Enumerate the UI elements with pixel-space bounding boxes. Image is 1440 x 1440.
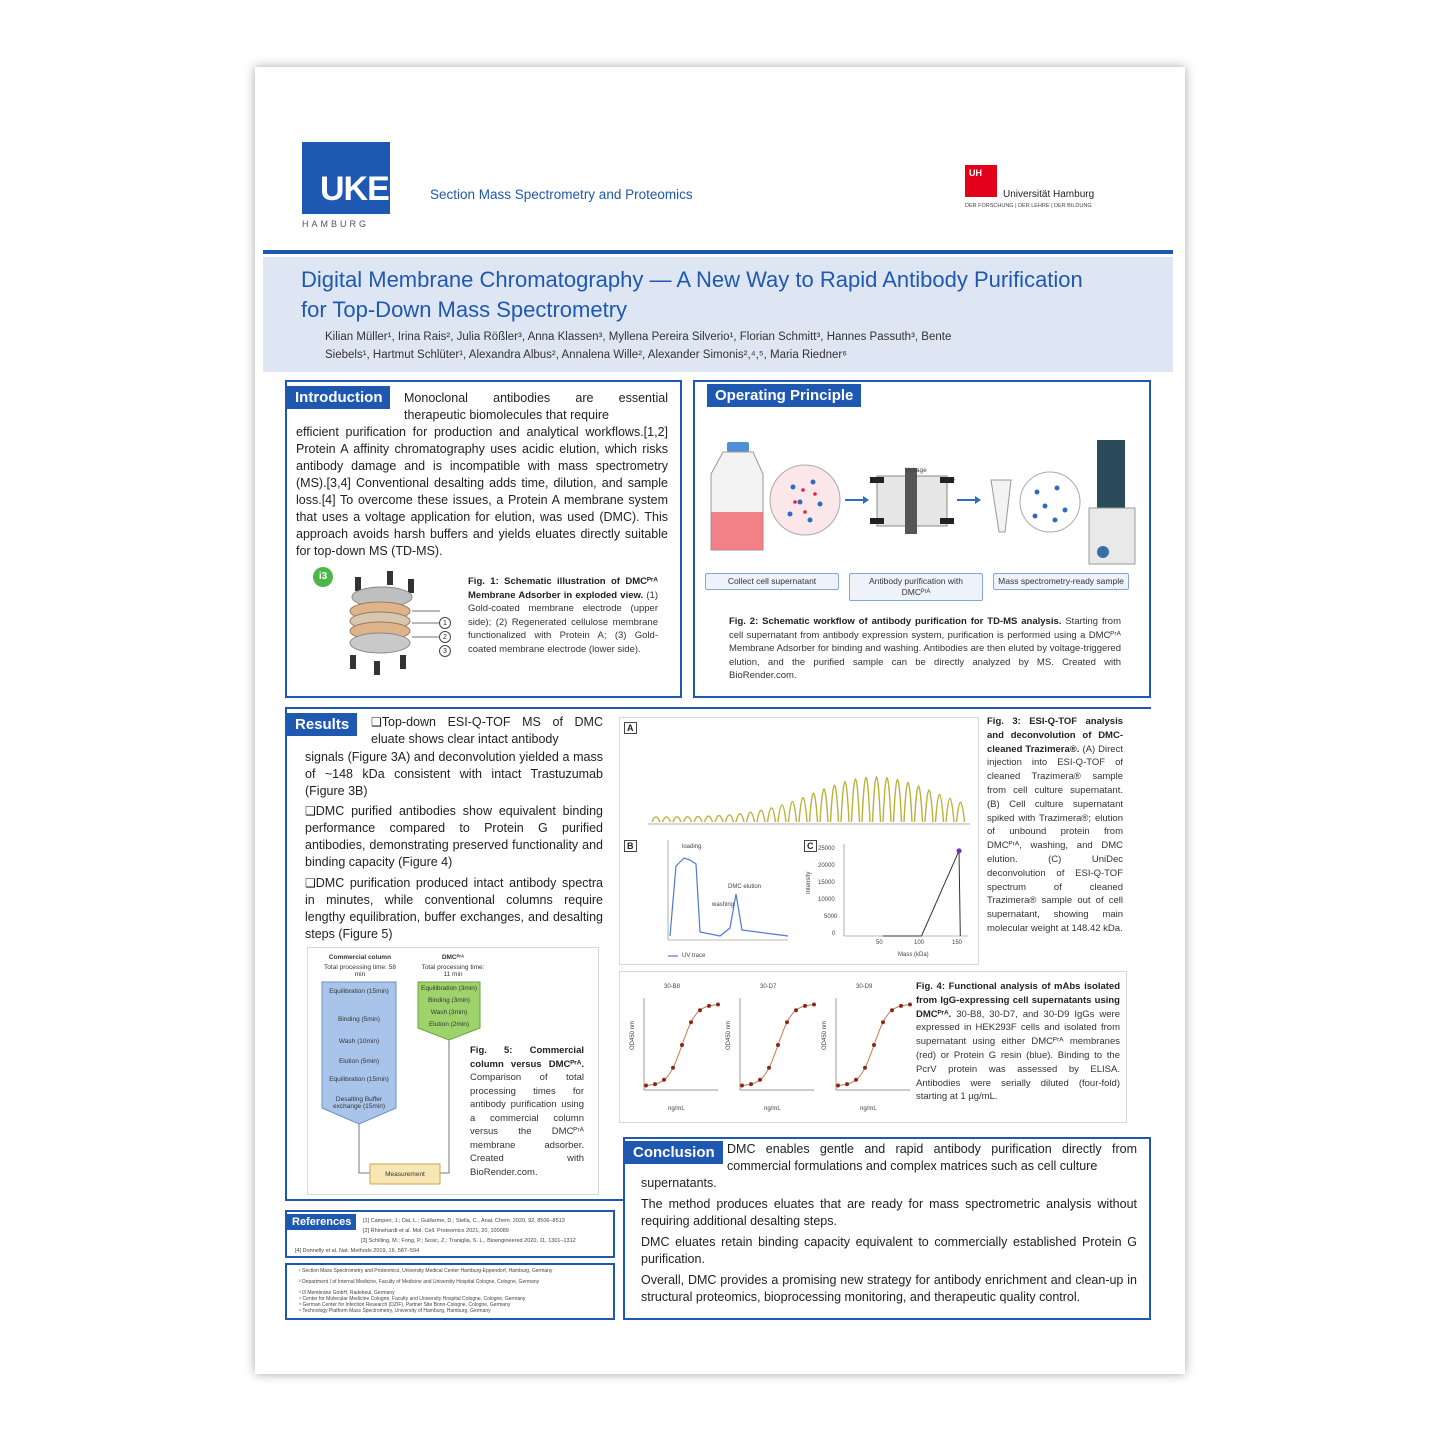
step-purification: Antibody purification with DMCᴾʳᴬ <box>849 573 983 601</box>
fig4-elisa-plot <box>830 994 914 1104</box>
fig3b-chromatogram <box>660 836 790 960</box>
conclusion-p4: Overall, DMC provides a promising new strategy for antibody enrichment and clean-up in structural proteomics, bioprocessing monitoring, and therapeutic quality control. <box>641 1273 1137 1304</box>
fig5-col2-step-1: Equilibration (3min) <box>421 985 477 992</box>
poster-title-line1: Digital Membrane Chromatography — A New Way to Rapid Antibody Purification <box>301 267 1083 292</box>
spectrum-peak <box>852 779 860 822</box>
fig4-data-point <box>845 1082 849 1086</box>
fig3c-xtick-3: 150 <box>952 940 963 946</box>
fig4-data-point <box>662 1078 666 1082</box>
spectrum-peak <box>789 801 797 822</box>
fig3c-xtick-1: 50 <box>876 940 883 946</box>
spectrum-peak <box>915 786 923 822</box>
fig5-caption-title: Fig. 5: Commercial column versus DMCᴾʳᴬ. <box>470 1045 584 1070</box>
spectrum-peak <box>831 785 839 822</box>
reference-1: [1] Camperi, J.; Dai, L.; Guillarme, D.; Stella, C., Anal. Chem. 2020, 92, 8506–8513 <box>363 1218 565 1224</box>
fig2-caption-title: Fig. 2: Schematic workflow of antibody purification for TD-MS analysis. <box>729 616 1062 627</box>
uhh-tagline: DER FORSCHUNG | DER LEHRE | DER BILDUNG <box>965 203 1092 209</box>
conclusion-p3: DMC eluates retain binding capacity equivalent to commercially established Protein G purification. <box>641 1235 1137 1266</box>
fig4-plot-ylabel: OD450 nm <box>726 1020 732 1050</box>
fig4-elisa-plot <box>734 994 818 1104</box>
fig4-data-point <box>653 1082 657 1086</box>
fig4-plot-ylabel: OD450 nm <box>822 1020 828 1050</box>
fig3b-washing-label: washing <box>712 902 735 908</box>
reference-2: [2] Rhinehardt et al. Mol. Cell. Proteomics 2021, 20, 100089 <box>363 1228 509 1234</box>
affiliation-2: ² Department I of Internal Medicine, Faculty of Medicine and University Hospital Cologne, Cologne, Germany <box>299 1279 540 1285</box>
fig3c-ytick-4: 10000 <box>818 897 835 903</box>
marker-3 <box>439 645 451 657</box>
fig3c-ytick-2: 20000 <box>818 863 835 869</box>
spectrum-peak <box>778 805 786 822</box>
authors-line2: Siebels¹, Hartmut Schlüter¹, Alexandra Albus², Annalena Wille², Alexander Simonis²,⁴,⁵, Maria Riedner⁶ <box>325 349 847 361</box>
uke-logo-text: UKE <box>320 170 389 208</box>
references-box <box>285 1210 615 1258</box>
affiliation-3: ³ i3 Membrane GmbH, Radebeul, Germany <box>299 1290 395 1296</box>
fig3c-deconvolution <box>840 842 970 942</box>
fig5-col2-step-2: Binding (3min) <box>428 997 470 1004</box>
fig5-col2-sub: Total processing time: 11 min <box>421 964 485 978</box>
fig4-data-point <box>749 1082 753 1086</box>
fig4-data-point <box>716 1003 720 1007</box>
fig3b-elution-label: DMC elution <box>728 884 762 890</box>
spectrum-peak <box>883 778 891 822</box>
step-collect: Collect cell supernatant <box>705 573 839 590</box>
deconvolution-peak-marker <box>957 848 962 853</box>
fig5-caption-text: Comparison of total processing times for antibody purification using a commercial column versus the DMCᴾʳᴬ membrane adsorber. Created with BioRender.com. <box>470 1072 584 1178</box>
fig5-col1-step-6: Desalting Buffer exchange (15min) <box>332 1096 386 1110</box>
fig3c-ytick-5: 5000 <box>824 914 838 920</box>
fig5-col1-step-4: Elution (5min) <box>338 1058 380 1065</box>
fig4-caption-title: Fig. 4: Functional analysis of mAbs isolated from IgG-expressing cell supernatants using DMCᴾʳᴬ. <box>916 981 1120 1020</box>
uhh-logo <box>965 165 997 197</box>
header-rule <box>263 250 1173 254</box>
fig5-col1-sub: Total processing time: 58 min <box>324 964 396 978</box>
intro-text-body: efficient purification for production and analytical workflows.[1,2] Protein A affinity chromatography uses acidic elution, which risks antibody damage and is incompatible with mass spectrometry (MS).[3,4] Conventional desalting adds time, dilution, and sample loss.[4] To overcome these issues, a Protein A membrane system that uses a voltage application for elution, was used (DMC). This approach avoids harsh buffers and yields eluates directly suitable for top-down MS (TD-MS). <box>296 425 668 558</box>
fig2-caption <box>729 615 1121 683</box>
result-bullet-3: ❑ DMC purification produced intact antibody spectra in minutes, while conventional columns require lengthy equilibration, buffer exchanges, and desalting steps (Figure 5) <box>305 875 603 943</box>
fig5-col1-step-3: Wash (10min) <box>338 1038 380 1045</box>
fig4-plot-title: 30-D9 <box>856 984 873 990</box>
fig1-caption <box>468 575 658 656</box>
fig4-data-point <box>803 1004 807 1008</box>
fig4-data-point <box>758 1078 762 1082</box>
affiliation-6: ⁶ Technology Platform Mass Spectrometry, University of Hamburg, Hamburg, Germany <box>299 1308 491 1314</box>
fig4-data-point <box>680 1043 684 1047</box>
spectrum-peak <box>894 780 902 822</box>
fig5-panel <box>307 947 599 1195</box>
minus-sign: − <box>949 475 955 486</box>
fig4-data-point <box>767 1066 771 1070</box>
fig3-panel <box>619 717 979 965</box>
fig4-data-point <box>689 1020 693 1024</box>
uhh-logo-text: UH <box>969 168 982 178</box>
marker-2-label: 2 <box>443 634 447 641</box>
spectrum-peak <box>946 798 954 822</box>
fig4-plot-xlabel: ng/mL <box>764 1106 781 1112</box>
voltage-label: Voltage <box>905 467 927 474</box>
fig3c-ytick-1: 25000 <box>818 846 835 852</box>
deconvolution-trace <box>883 851 961 936</box>
fig4-plot-xlabel: ng/mL <box>668 1106 685 1112</box>
marker-3-label: 3 <box>443 648 447 655</box>
spectrum-peak <box>873 777 881 822</box>
fig4-data-point <box>908 1003 912 1007</box>
fig3-caption <box>987 715 1123 936</box>
spectrum-peak <box>736 814 744 822</box>
fig4-data-point <box>854 1078 858 1082</box>
fig4-plot-xlabel: ng/mL <box>860 1106 877 1112</box>
spectrum-peak <box>726 815 734 822</box>
conclusion-p1-top: DMC enables gentle and rapid antibody purification directly from commercial formulations and complex matrices such as cell culture <box>727 1142 1137 1173</box>
marker-2 <box>439 631 451 643</box>
fig4-plot-title: 30-D7 <box>760 984 777 990</box>
spectrum-peak <box>810 793 818 822</box>
spectrum-peak <box>673 817 681 822</box>
title-band <box>263 257 1173 372</box>
uhh-name: Universität Hamburg <box>1003 189 1095 200</box>
panel-a-label: A <box>624 722 637 734</box>
spectrum-peak <box>904 782 912 822</box>
introduction-box <box>285 380 682 698</box>
reference-3: [3] Schilling, M.; Fong, P.; Sosic, Z.; Traniglia, S. L., Bioengineered 2020, 11, 1301–1312 <box>361 1238 576 1244</box>
fig5-col1-step-2: Binding (5min) <box>338 1016 380 1023</box>
conclusion-box <box>623 1137 1151 1320</box>
poster-title-line2: for Top-Down Mass Spectrometry <box>301 297 628 322</box>
spectrum-peak <box>757 810 765 822</box>
fig4-data-point <box>794 1008 798 1012</box>
section-name: Section Mass Spectrometry and Proteomics <box>430 187 693 202</box>
spectrum-peak <box>684 817 692 822</box>
affiliations-box <box>285 1263 615 1320</box>
spectrum-peak <box>957 802 965 822</box>
fig3c-xlabel: Mass (kDa) <box>898 952 929 958</box>
spectrum-peak <box>862 777 870 822</box>
operating-principle-heading: Operating Principle <box>707 384 861 407</box>
introduction-heading: Introduction <box>287 386 390 409</box>
fig4-caption-text: 30-B8, 30-D7, and 30-D9 IgGs were expressed in HEK293F cells and isolated from supernatant using either DMCᴾʳᴬ membranes (red) or Protein G resin (blue). Binding to the PcrV protein was assessed by ELISA. Antibodies were serially diluted (four-fold) starting at 1 µg/mL. <box>916 1008 1120 1103</box>
authors-line1: Kilian Müller¹, Irina Rais², Julia Rößler³, Anna Klassen³, Myllena Pereira Silverio¹, Florian Schmitt³, Hannes Passuth³, Bente <box>325 331 952 343</box>
fig4-data-point <box>644 1084 648 1088</box>
fig4-data-point <box>785 1020 789 1024</box>
fig3c-ytick-6: 0 <box>832 931 836 937</box>
fig3c-ytick-3: 15000 <box>818 880 835 886</box>
fig3c-xtick-2: 100 <box>914 940 925 946</box>
fig5-col2-step-4: Elution (2min) <box>428 1021 470 1028</box>
workflow-illustration <box>705 432 1145 572</box>
results-heading: Results <box>287 713 357 736</box>
fig4-data-point <box>863 1066 867 1070</box>
spectrum-peak <box>747 812 755 822</box>
marker-1-label: 1 <box>443 620 447 627</box>
fig2-caption-text: Starting from cell supernatant from antibody expression system, purification is performed using a DMCᴾʳᴬ Membrane Adsorber for binding and washing. Antibodies are then eluted by voltage-triggered elution, and the purified sample can be directly analyzed by MS. Created with BioRender.com. <box>729 616 1121 681</box>
spectrum-peak <box>768 808 776 822</box>
panel-b-label: B <box>624 840 637 852</box>
references-heading: References <box>287 1214 356 1230</box>
fig4-plot-ylabel: OD450 nm <box>630 1020 636 1050</box>
fig4-plot-title: 30-B8 <box>664 984 681 990</box>
fig4-data-point <box>707 1004 711 1008</box>
fig3b-loading-label: loading <box>682 844 702 850</box>
fig4-data-point <box>698 1008 702 1012</box>
marker-1 <box>439 617 451 629</box>
results-box <box>285 707 1151 1201</box>
uke-logo <box>302 142 390 214</box>
fig4-panel <box>619 971 1127 1123</box>
plus-sign: + <box>877 475 883 486</box>
fig3a-spectrum <box>644 722 974 830</box>
affiliation-1: ¹ Section Mass Spectrometry and Proteomics, University Medical Center Hamburg-Eppendorf, Hamburg, Germany <box>299 1268 553 1274</box>
spectrum-peak <box>936 794 944 822</box>
fig5-col1-step-5: Equilibration (15min) <box>329 1076 389 1083</box>
fig4-data-point <box>671 1066 675 1070</box>
panel-c-label: C <box>804 840 817 852</box>
result-bullet-1-top: ❑ Top-down ESI-Q-TOF MS of DMC eluate shows clear intact antibody <box>371 714 603 748</box>
fig5-measurement: Measurement <box>385 1171 425 1178</box>
membrane-adsorber-illustration <box>312 567 452 692</box>
fig1-caption-title: Fig. 1: Schematic illustration of DMCᴾʳᴬ Membrane Adsorber in exploded view. <box>468 576 658 601</box>
spectrum-peak <box>820 789 828 822</box>
spectrum-peak <box>663 817 671 822</box>
conclusion-p2: The method produces eluates that are ready for mass spectrometric analysis without requiring additional desalting steps. <box>641 1197 1137 1228</box>
fig4-data-point <box>812 1003 816 1007</box>
affiliation-4: ⁴ Center for Molecular Medicine Cologne, Faculty and University Hospital Cologne, Cologne, Germany <box>299 1296 526 1302</box>
conclusion-heading: Conclusion <box>625 1141 723 1164</box>
fig4-data-point <box>881 1020 885 1024</box>
fig4-data-point <box>899 1004 903 1008</box>
fig4-data-point <box>740 1084 744 1088</box>
reference-4: [4] Donnelly et al. Nat. Methods 2019, 16, 587–594 <box>295 1248 420 1254</box>
step-ms: Mass spectrometry-ready sample <box>993 573 1129 590</box>
uke-logo-sub: HAMBURG <box>302 219 370 229</box>
fig5-caption <box>470 1044 584 1179</box>
spectrum-peak <box>694 816 702 822</box>
affiliation-5: ⁵ German Center for Infection Research (DZIF), Partner Site Bonn-Cologne, Cologne, Germany <box>299 1302 511 1308</box>
fig4-data-point <box>836 1084 840 1088</box>
fig3b-legend: UV trace <box>682 953 706 959</box>
result-bullet-1-body: signals (Figure 3A) and deconvolution yielded a mass of ~148 kDa consistent with intact Trastuzumab (Figure 3B) <box>305 750 603 798</box>
fig3c-ylabel: Intensity <box>806 871 812 894</box>
conclusion-p1-end: supernatants. <box>641 1176 717 1190</box>
result-bullet-2: ❑ DMC purified antibodies show equivalent binding performance compared to Protein G purified antibodies, demonstrating preserved functionality and binding capacity (Figure 4) <box>305 803 603 871</box>
fig3-caption-text: (A) Direct injection into ESI-Q-TOF of cleaned Trazimera® sample from cell culture supernatant. (B) Cell culture supernatant spiked with Trazimera®; elution of unbound protein from DMCᴾʳᴬ, washing, and DMC elution. (C) UniDec deconvolution of ESI-Q-TOF spectrum of cleaned Trazimera® sample out of cell supernatant, showing main molecular weight at 148.42 kDa. <box>987 743 1123 934</box>
fig4-caption <box>916 980 1120 1104</box>
spectrum-peak <box>715 816 723 822</box>
operating-principle-box <box>693 380 1151 698</box>
intro-text-top: Monoclonal antibodies are essential therapeutic biomolecules that require <box>404 391 668 422</box>
fig5-col2-title: DMCᴾʳᴬ <box>441 954 465 961</box>
spectrum-peak <box>799 797 807 822</box>
i3-badge-text: i3 <box>318 571 328 582</box>
fig4-data-point <box>776 1043 780 1047</box>
spectrum-peak <box>925 790 933 822</box>
fig4-data-point <box>872 1043 876 1047</box>
spectrum-peak <box>841 782 849 822</box>
fig1-caption-text: (1) Gold-coated membrane electrode (upper side); (2) Regenerated cellulose membrane functionalized with Protein A; (3) Gold-coated membrane electrode (lower side). <box>468 589 659 655</box>
fig5-col1-title: Commercial column <box>328 954 392 961</box>
fig4-elisa-plot <box>638 994 722 1104</box>
fig4-data-point <box>890 1008 894 1012</box>
fig5-col2-step-3: Wash (3min) <box>430 1009 468 1016</box>
fig5-col1-step-1: Equilibration (15min) <box>329 988 389 995</box>
spectrum-peak <box>652 817 660 822</box>
fig3-caption-title: Fig. 3: ESI-Q-TOF analysis and deconvolution of DMC-cleaned Trazimera®. <box>987 716 1123 755</box>
spectrum-peak <box>705 816 713 822</box>
poster-page <box>255 67 1185 1374</box>
